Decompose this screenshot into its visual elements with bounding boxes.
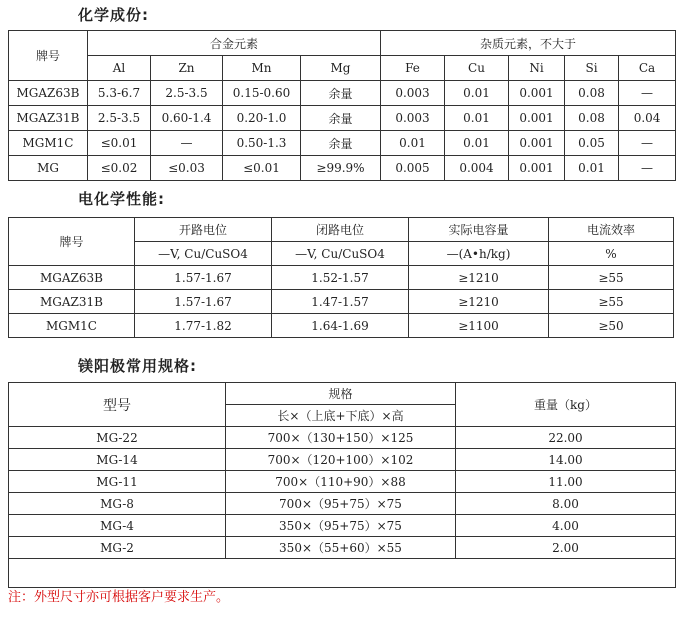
table-cell: ≥1210 [409, 290, 549, 314]
row-label: MGAZ63B [9, 81, 88, 106]
table-cell: 0.01 [381, 131, 445, 156]
specs-heading: 镁阳极常用规格: [78, 357, 197, 375]
composition-table [8, 30, 676, 181]
composition-heading: 化学成份: [78, 6, 149, 24]
specs-table [8, 382, 676, 588]
spec-row [9, 427, 676, 449]
col-element: Mn [223, 56, 301, 81]
table-cell: 0.001 [509, 156, 565, 181]
table-cell: 0.005 [381, 156, 445, 181]
table-cell: — [151, 131, 223, 156]
table-cell: 0.001 [509, 131, 565, 156]
composition-row [9, 81, 676, 106]
table-cell: 1.52-1.57 [272, 266, 409, 290]
col-grade: 牌号 [9, 218, 135, 266]
spec-row [9, 493, 676, 515]
table-cell: ≥55 [549, 266, 674, 290]
table-cell: 0.20-1.0 [223, 106, 301, 131]
col-grade: 牌号 [9, 31, 88, 81]
table-cell: 余量 [301, 81, 381, 106]
row-label: MGM1C [9, 131, 88, 156]
table-cell: — [619, 156, 676, 181]
table-cell: 0.003 [381, 81, 445, 106]
table-cell: ≥1100 [409, 314, 549, 338]
col-spec: 规格 [226, 383, 456, 405]
table-cell: 余量 [301, 131, 381, 156]
table-cell: 1.64-1.69 [272, 314, 409, 338]
table-cell: 0.15-0.60 [223, 81, 301, 106]
spec-row [9, 449, 676, 471]
unit-label: —V, Cu/CuSO4 [272, 242, 409, 266]
col-element: Fe [381, 56, 445, 81]
spec-row [9, 537, 676, 559]
table-cell: 700×（95+75）×75 [226, 493, 456, 515]
composition-row [9, 156, 676, 181]
table-cell: ≥1210 [409, 266, 549, 290]
col-open-potential: 开路电位 [135, 218, 272, 242]
table-cell: 1.57-1.67 [135, 290, 272, 314]
table-cell: 2.5-3.5 [151, 81, 223, 106]
table-cell: 0.05 [565, 131, 619, 156]
table-cell: 0.01 [565, 156, 619, 181]
unit-label: % [549, 242, 674, 266]
row-label: MG-14 [9, 449, 226, 471]
note-row [9, 559, 676, 588]
table-cell: 0.50-1.3 [223, 131, 301, 156]
row-label: MG-22 [9, 427, 226, 449]
electro-table [8, 217, 674, 338]
col-model: 型号 [9, 383, 226, 427]
table-cell: ≤0.02 [88, 156, 151, 181]
electro-row [9, 266, 674, 290]
row-label: MG-2 [9, 537, 226, 559]
table-cell: 4.00 [456, 515, 676, 537]
table-cell: 0.60-1.4 [151, 106, 223, 131]
group-impurity-elements: 杂质元素，不大于 [381, 31, 676, 56]
row-label: MGM1C [9, 314, 135, 338]
composition-row [9, 131, 676, 156]
table-cell: ≥99.9% [301, 156, 381, 181]
table-cell: 0.01 [445, 106, 509, 131]
table-cell: 22.00 [456, 427, 676, 449]
table-cell: 0.08 [565, 81, 619, 106]
unit-label: —(A•h/kg) [409, 242, 549, 266]
table-cell: 5.3-6.7 [88, 81, 151, 106]
col-element: Si [565, 56, 619, 81]
spec-row [9, 471, 676, 493]
table-cell: 11.00 [456, 471, 676, 493]
table-cell: 700×（110+90）×88 [226, 471, 456, 493]
electro-row [9, 314, 674, 338]
row-label: MGAZ31B [9, 106, 88, 131]
row-label: MG-8 [9, 493, 226, 515]
table-cell: 14.00 [456, 449, 676, 471]
col-element: Ca [619, 56, 676, 81]
table-cell: ≤0.01 [88, 131, 151, 156]
footnote: 注：外型尺寸亦可根据客户要求生产。 [8, 590, 230, 605]
table-cell: ≤0.01 [223, 156, 301, 181]
table-cell: ≥55 [549, 290, 674, 314]
table-cell: 350×（55+60）×55 [226, 537, 456, 559]
table-cell: 8.00 [456, 493, 676, 515]
table-cell: 0.004 [445, 156, 509, 181]
table-cell: 1.57-1.67 [135, 266, 272, 290]
col-element: Al [88, 56, 151, 81]
table-cell: 0.01 [445, 131, 509, 156]
row-label: MGAZ63B [9, 266, 135, 290]
col-weight: 重量（kg） [456, 383, 676, 427]
table-cell: 0.08 [565, 106, 619, 131]
table-cell: — [619, 81, 676, 106]
col-element: Zn [151, 56, 223, 81]
row-label: MG-4 [9, 515, 226, 537]
col-element: Mg [301, 56, 381, 81]
table-cell: ≤0.03 [151, 156, 223, 181]
table-cell: 0.04 [619, 106, 676, 131]
spec-row [9, 515, 676, 537]
col-closed-potential: 闭路电位 [272, 218, 409, 242]
unit-label: —V, Cu/CuSO4 [135, 242, 272, 266]
table-cell: 1.47-1.57 [272, 290, 409, 314]
row-label: MGAZ31B [9, 290, 135, 314]
row-label: MG [9, 156, 88, 181]
table-cell: 0.001 [509, 106, 565, 131]
table-cell: 2.5-3.5 [88, 106, 151, 131]
electro-row [9, 290, 674, 314]
col-spec-sub: 长×（上底+下底）×高 [226, 405, 456, 427]
table-cell: 2.00 [456, 537, 676, 559]
electro-heading: 电化学性能: [78, 190, 165, 208]
col-element: Ni [509, 56, 565, 81]
group-alloy-elements: 合金元素 [88, 31, 381, 56]
table-cell: 1.77-1.82 [135, 314, 272, 338]
table-cell: 350×（95+75）×75 [226, 515, 456, 537]
row-label: MG-11 [9, 471, 226, 493]
table-cell: 700×（120+100）×102 [226, 449, 456, 471]
col-element: Cu [445, 56, 509, 81]
table-cell: 0.001 [509, 81, 565, 106]
table-cell: — [619, 131, 676, 156]
col-capacity: 实际电容量 [409, 218, 549, 242]
table-cell: 0.01 [445, 81, 509, 106]
composition-row [9, 106, 676, 131]
table-cell: ≥50 [549, 314, 674, 338]
table-cell: 余量 [301, 106, 381, 131]
table-cell: 700×（130+150）×125 [226, 427, 456, 449]
table-cell: 0.003 [381, 106, 445, 131]
col-efficiency: 电流效率 [549, 218, 674, 242]
